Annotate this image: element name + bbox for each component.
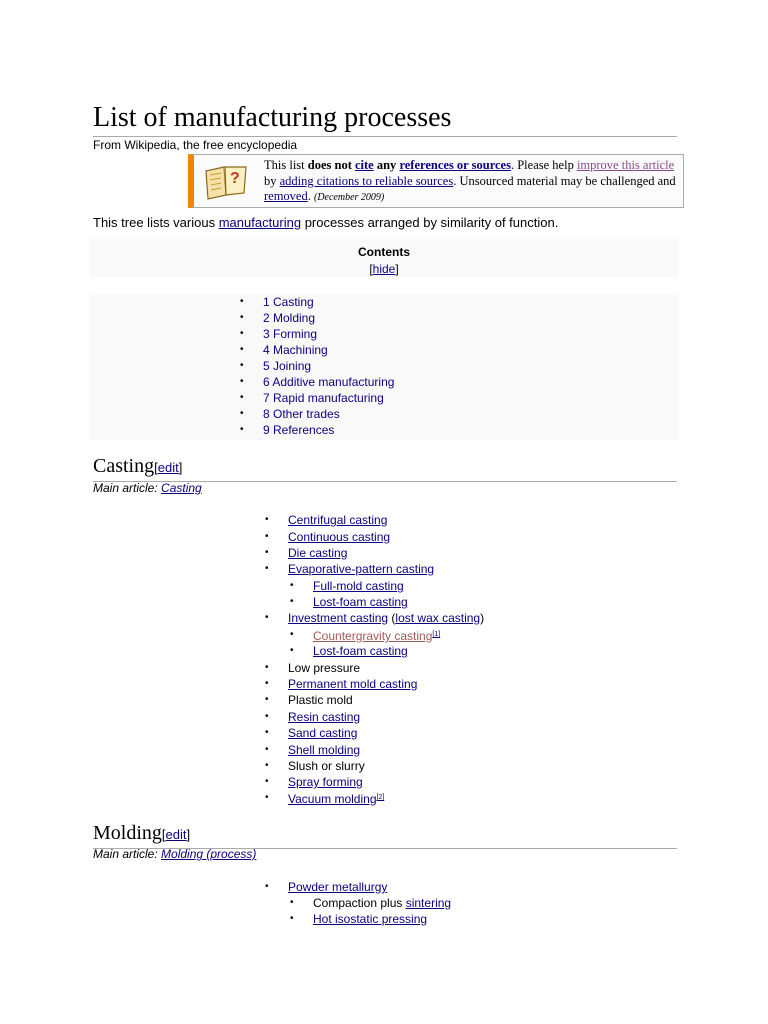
page-subtitle: From Wikipedia, the free encyclopedia — [93, 138, 298, 152]
list-item: • Investment casting (lost wax casting) — [265, 611, 485, 625]
sublist-item: • Full-mold casting — [290, 579, 404, 593]
list-item: • Centrifugal casting — [265, 513, 388, 527]
list-item: • Resin casting — [265, 710, 361, 724]
unreferenced-notice — [188, 154, 684, 208]
toc-item[interactable]: • 4 Machining — [240, 343, 328, 357]
sublist-item: • Compaction plus sintering — [290, 896, 452, 910]
powder-metallurgy-link[interactable]: Powder metallurgy — [288, 880, 388, 894]
main-article-note: Main article: Casting — [93, 481, 202, 495]
sublist-item: • Lost-foam casting — [290, 644, 408, 658]
sublist-item: • Countergravity casting[1] — [290, 629, 441, 643]
centrifugal-casting-link[interactable]: Centrifugal casting — [288, 513, 388, 527]
toc-item[interactable]: • 7 Rapid manufacturing — [240, 391, 384, 405]
lost-wax-link[interactable]: lost wax casting — [395, 611, 481, 625]
molding-main-link[interactable]: Molding (process) — [161, 847, 257, 861]
removed-link[interactable]: removed — [264, 189, 308, 203]
toc-header — [90, 239, 678, 277]
toc-hide-link[interactable]: hide — [372, 262, 396, 276]
edit-link-casting[interactable]: edit — [157, 460, 179, 475]
lost-foam-link-2[interactable]: Lost-foam casting — [313, 644, 408, 658]
continuous-casting-link[interactable]: Continuous casting — [288, 530, 391, 544]
resin-casting-link[interactable]: Resin casting — [288, 710, 361, 724]
sand-casting-link[interactable]: Sand casting — [288, 726, 358, 740]
list-item: • Permanent mold casting — [265, 677, 418, 691]
intro-paragraph: This tree lists various manufacturing processes arranged by similarity of function. — [93, 215, 559, 230]
svg-text:?: ? — [230, 170, 240, 187]
sintering-link[interactable]: sintering — [405, 896, 452, 910]
toc-item[interactable]: • 3 Forming — [240, 327, 318, 341]
list-item: • Low pressure — [265, 661, 361, 675]
list-item: • Spray forming — [265, 775, 363, 789]
lost-foam-link[interactable]: Lost-foam casting — [313, 595, 408, 609]
references-link[interactable]: references or sources — [399, 158, 511, 172]
list-item: • Evaporative-pattern casting — [265, 562, 435, 576]
section-heading-molding: Molding[edit] — [93, 820, 677, 849]
full-mold-link[interactable]: Full-mold casting — [313, 579, 404, 593]
list-item: • Slush or slurry — [265, 759, 365, 773]
countergravity-link[interactable]: Countergravity casting — [313, 629, 433, 643]
toc-item[interactable]: • 6 Additive manufacturing — [240, 375, 395, 389]
toc-list — [90, 294, 678, 440]
vacuum-molding-link[interactable]: Vacuum molding — [288, 792, 377, 806]
page-title: List of manufacturing processes — [93, 100, 677, 137]
section-heading-casting: Casting[edit] — [93, 453, 677, 482]
notice-text: This list does not cite any references or sources. Please help improve this article by adding citations to reliable sources. Unsourced material may be challenged and removed. (December 2009) — [264, 158, 676, 203]
ref-1-link[interactable]: [1] — [432, 631, 441, 638]
toc-hide-toggle: [hide] — [369, 262, 399, 276]
manufacturing-link[interactable]: manufacturing — [218, 215, 302, 230]
adding-citations-link[interactable]: adding citations to reliable sources — [279, 173, 454, 188]
evaporative-pattern-link[interactable]: Evaporative-pattern casting — [288, 562, 435, 576]
toc-item[interactable]: • 5 Joining — [240, 359, 312, 373]
shell-molding-link[interactable]: Shell molding — [288, 743, 361, 757]
toc-item[interactable]: • 9 References — [240, 423, 335, 437]
toc-item[interactable]: • 1 Casting — [240, 295, 314, 309]
list-item: • Plastic mold — [265, 693, 353, 707]
spray-forming-link[interactable]: Spray forming — [288, 775, 363, 789]
investment-casting-link[interactable]: Investment casting — [288, 611, 389, 625]
casting-main-link[interactable]: Casting — [161, 481, 202, 495]
edit-link-molding[interactable]: edit — [165, 827, 187, 842]
toc-item[interactable]: • 2 Molding — [240, 311, 316, 325]
edit-section: [edit] — [161, 827, 191, 842]
sublist-item: • Hot isostatic pressing — [290, 912, 428, 926]
sublist-item: • Lost-foam casting — [290, 595, 408, 609]
list-item: • Vacuum molding[2] — [265, 792, 385, 806]
list-item: • Die casting — [265, 546, 348, 560]
permanent-mold-link[interactable]: Permanent mold casting — [288, 677, 418, 691]
cite-link[interactable]: cite — [355, 158, 374, 172]
ref-2-link[interactable]: [2] — [376, 794, 385, 801]
list-item: • Shell molding — [265, 743, 361, 757]
main-article-note: Main article: Molding (process) — [93, 847, 257, 861]
toc-title: Contents — [358, 245, 410, 259]
list-item: • Continuous casting — [265, 530, 391, 544]
edit-section: [edit] — [154, 460, 183, 475]
list-item: • Powder metallurgy — [265, 880, 388, 894]
die-casting-link[interactable]: Die casting — [288, 546, 348, 560]
notice-date: (December 2009) — [313, 192, 385, 203]
list-item: • Sand casting — [265, 726, 358, 740]
hot-isostatic-link[interactable]: Hot isostatic pressing — [313, 912, 428, 926]
improve-article-link[interactable]: improve this article — [576, 158, 675, 172]
toc-item[interactable]: • 8 Other trades — [240, 407, 340, 421]
book-question-icon — [204, 161, 248, 201]
